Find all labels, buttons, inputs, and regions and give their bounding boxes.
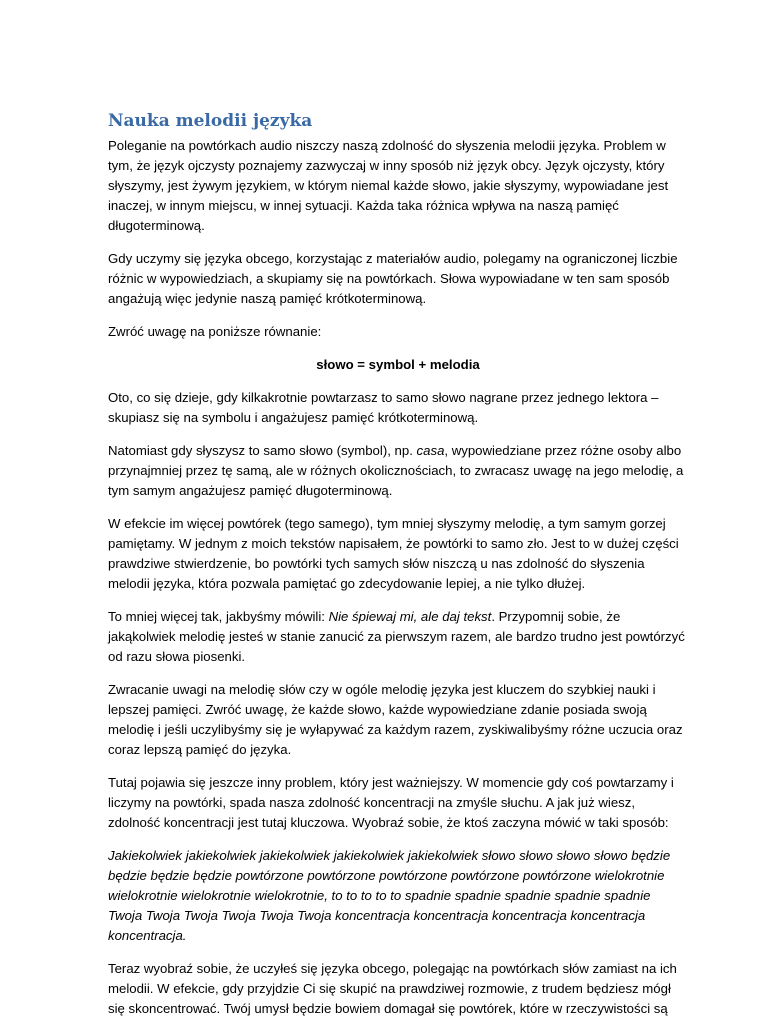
paragraph-4: Oto, co się dzieje, gdy kilkakrotnie powtarzasz to samo słowo nagrane przez jednego lektora – skupiasz się na symbolu i angażujesz pamięć krótkoterminową.: [108, 390, 659, 425]
page-title: Nauka melodii języka: [108, 111, 313, 131]
equation: słowo = symbol + melodia: [316, 357, 480, 372]
paragraph-7: [108, 607, 688, 667]
document-page: [108, 110, 688, 1032]
paragraph-5-emphasis: casa: [416, 443, 445, 458]
paragraph-5: [108, 441, 688, 501]
paragraph-7-after: . Przypomnij sobie, że jakąkolwiek melodię jesteś w stanie zanucić za pierwszym razem, ale bardzo trudno jest powtórzyć od razu słowa piosenki.: [108, 609, 685, 664]
paragraph-2: Gdy uczymy się języka obcego, korzystając z materiałów audio, polegamy na ograniczonej liczbie różnic w wypowiedziach, a skupiamy się na powtórkach. Słowa wypowiadane w ten sam sposób angażują więc jedynie naszą pamięć krótkoterminową.: [108, 251, 678, 306]
paragraph-6: W efekcie im więcej powtórek (tego samego), tym mniej słyszymy melodię, a tym samym gorzej pamiętamy. W jednym z moich tekstów napisałem, że powtórki to samo zło. Jest to w dużej części prawdziwe stwierdzenie, bo powtórki tych samych słów niszczą u nas zdolność do słyszenia melodii języka, która pozwala pamiętać go zdecydowanie lepiej, a nie tylko dłużej.: [108, 516, 679, 591]
paragraph-8: Zwracanie uwagi na melodię słów czy w ogóle melodię języka jest kluczem do szybkiej nauki i lepszej pamięci. Zwróć uwagę, że każde słowo, każde wypowiedziane zdanie posiada swoją melodię i jeśli uczylibyśmy się je wyłapywać za każdym razem, zyskiwalibyśmy różne uczucia oraz coraz lepszą pamięć do języka.: [108, 682, 683, 757]
paragraph-7-before: To mniej więcej tak, jakbyśmy mówili:: [108, 609, 329, 624]
paragraph-3: Zwróć uwagę na poniższe równanie:: [108, 324, 322, 339]
paragraph-1: Poleganie na powtórkach audio niszczy naszą zdolność do słyszenia melodii języka. Problem w tym, że język ojczysty poznajemy zazwyczaj w inny sposób niż język obcy. Język ojczysty, który słyszymy, jest żywym językiem, w którym niemal każde słowo, jakie słyszymy, wypowiadane jest inaczej, w innym miejscu, w innej sytuacji. Każda taka różnica wpływa na naszą pamięć długoterminową.: [108, 138, 669, 233]
paragraph-5-before: Natomiast gdy słyszysz to samo słowo (symbol), np.: [108, 443, 417, 458]
paragraph-7-emphasis: Nie śpiewaj mi, ale daj tekst: [328, 609, 492, 624]
paragraph-9: Tutaj pojawia się jeszcze inny problem, który jest ważniejszy. W momencie gdy coś powtarzamy i liczymy na powtórki, spada nasza zdolność koncentracji na zmyśle słuchu. A jak już wiesz, zdolność koncentracji jest tutaj kluczowa. Wyobraź sobie, że ktoś zaczyna mówić w taki sposób:: [108, 775, 674, 830]
paragraph-5-after: , wypowiedziane przez różne osoby albo przynajmniej przez tę samą, ale w różnych okolicznościach, to zwracasz uwagę na jego melodię, a tym samym angażujesz pamięć długoterminową.: [108, 443, 684, 498]
paragraph-10-example: Jakiekolwiek jakiekolwiek jakiekolwiek jakiekolwiek jakiekolwiek słowo słowo słowo słowo będzie będzie będzie będzie powtórzone powtórzone powtórzone powtórzone powtórzone wielokrotnie wielokrotnie wielokrotnie wielokrotnie, to to to to to spadnie spadnie spadnie spadnie spadnie Twoja Twoja Twoja Twoja Twoja Twoja koncentracja koncentracja koncentracja koncentracja koncentracja.: [108, 848, 671, 943]
paragraph-11: Teraz wyobraź sobie, że uczyłeś się języka obcego, polegając na powtórkach słów zamiast na ich melodii. W efekcie, gdy przyjdzie Ci się skupić na prawdziwej rozmowie, z trudem będziesz mógł się skoncentrować. Twój umysł będzie bowiem domagał się powtórek, które w rzeczywistości są: [108, 961, 677, 1016]
